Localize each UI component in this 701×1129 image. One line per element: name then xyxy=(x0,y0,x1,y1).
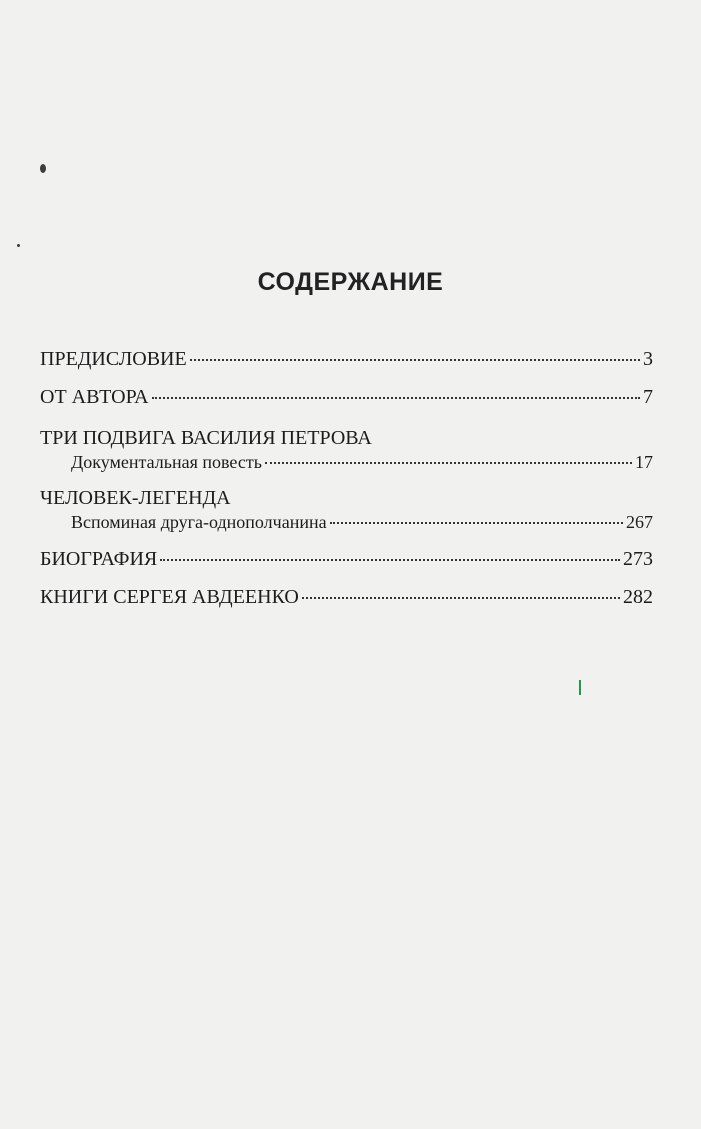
toc-page-number: 282 xyxy=(623,586,653,608)
ink-speck xyxy=(40,164,46,173)
toc-entry-books xyxy=(40,586,653,609)
toc-page-number: 7 xyxy=(643,386,653,408)
toc-entry-label: КНИГИ СЕРГЕЯ АВДЕЕНКО xyxy=(40,586,299,608)
toc-page-number: 273 xyxy=(623,548,653,570)
toc-section-heading: ТРИ ПОДВИГА ВАСИЛИЯ ПЕТРОВА xyxy=(40,427,372,449)
dot-leader xyxy=(330,522,623,524)
toc-entry-from-author xyxy=(40,386,653,409)
toc-entry-documentary-story xyxy=(40,452,653,473)
toc-entry-label: Документальная повесть xyxy=(71,452,262,472)
green-pen-mark xyxy=(579,680,581,695)
dot-leader xyxy=(190,359,640,361)
dot-leader xyxy=(160,559,620,561)
toc-section-heading: ЧЕЛОВЕК-ЛЕГЕНДА xyxy=(40,487,231,509)
toc-entry-label: Вспоминая друга-однополчанина xyxy=(71,512,327,532)
toc-entry-label: БИОГРАФИЯ xyxy=(40,548,158,570)
dot-leader xyxy=(265,462,632,464)
toc-entry-label: ОТ АВТОРА xyxy=(40,386,149,408)
dot-leader xyxy=(152,397,640,399)
toc-page-number: 267 xyxy=(626,512,653,532)
ink-speck xyxy=(17,244,20,247)
toc-entry-label: ПРЕДИСЛОВИЕ xyxy=(40,348,187,370)
toc-page-number: 17 xyxy=(635,452,653,472)
toc-page-number: 3 xyxy=(643,348,653,370)
toc-entry-remembering-friend xyxy=(40,512,653,533)
toc-entry-biography xyxy=(40,548,653,571)
dot-leader xyxy=(302,597,620,599)
toc-title: СОДЕРЖАНИЕ xyxy=(257,268,444,296)
toc-entry-preface xyxy=(40,348,653,371)
